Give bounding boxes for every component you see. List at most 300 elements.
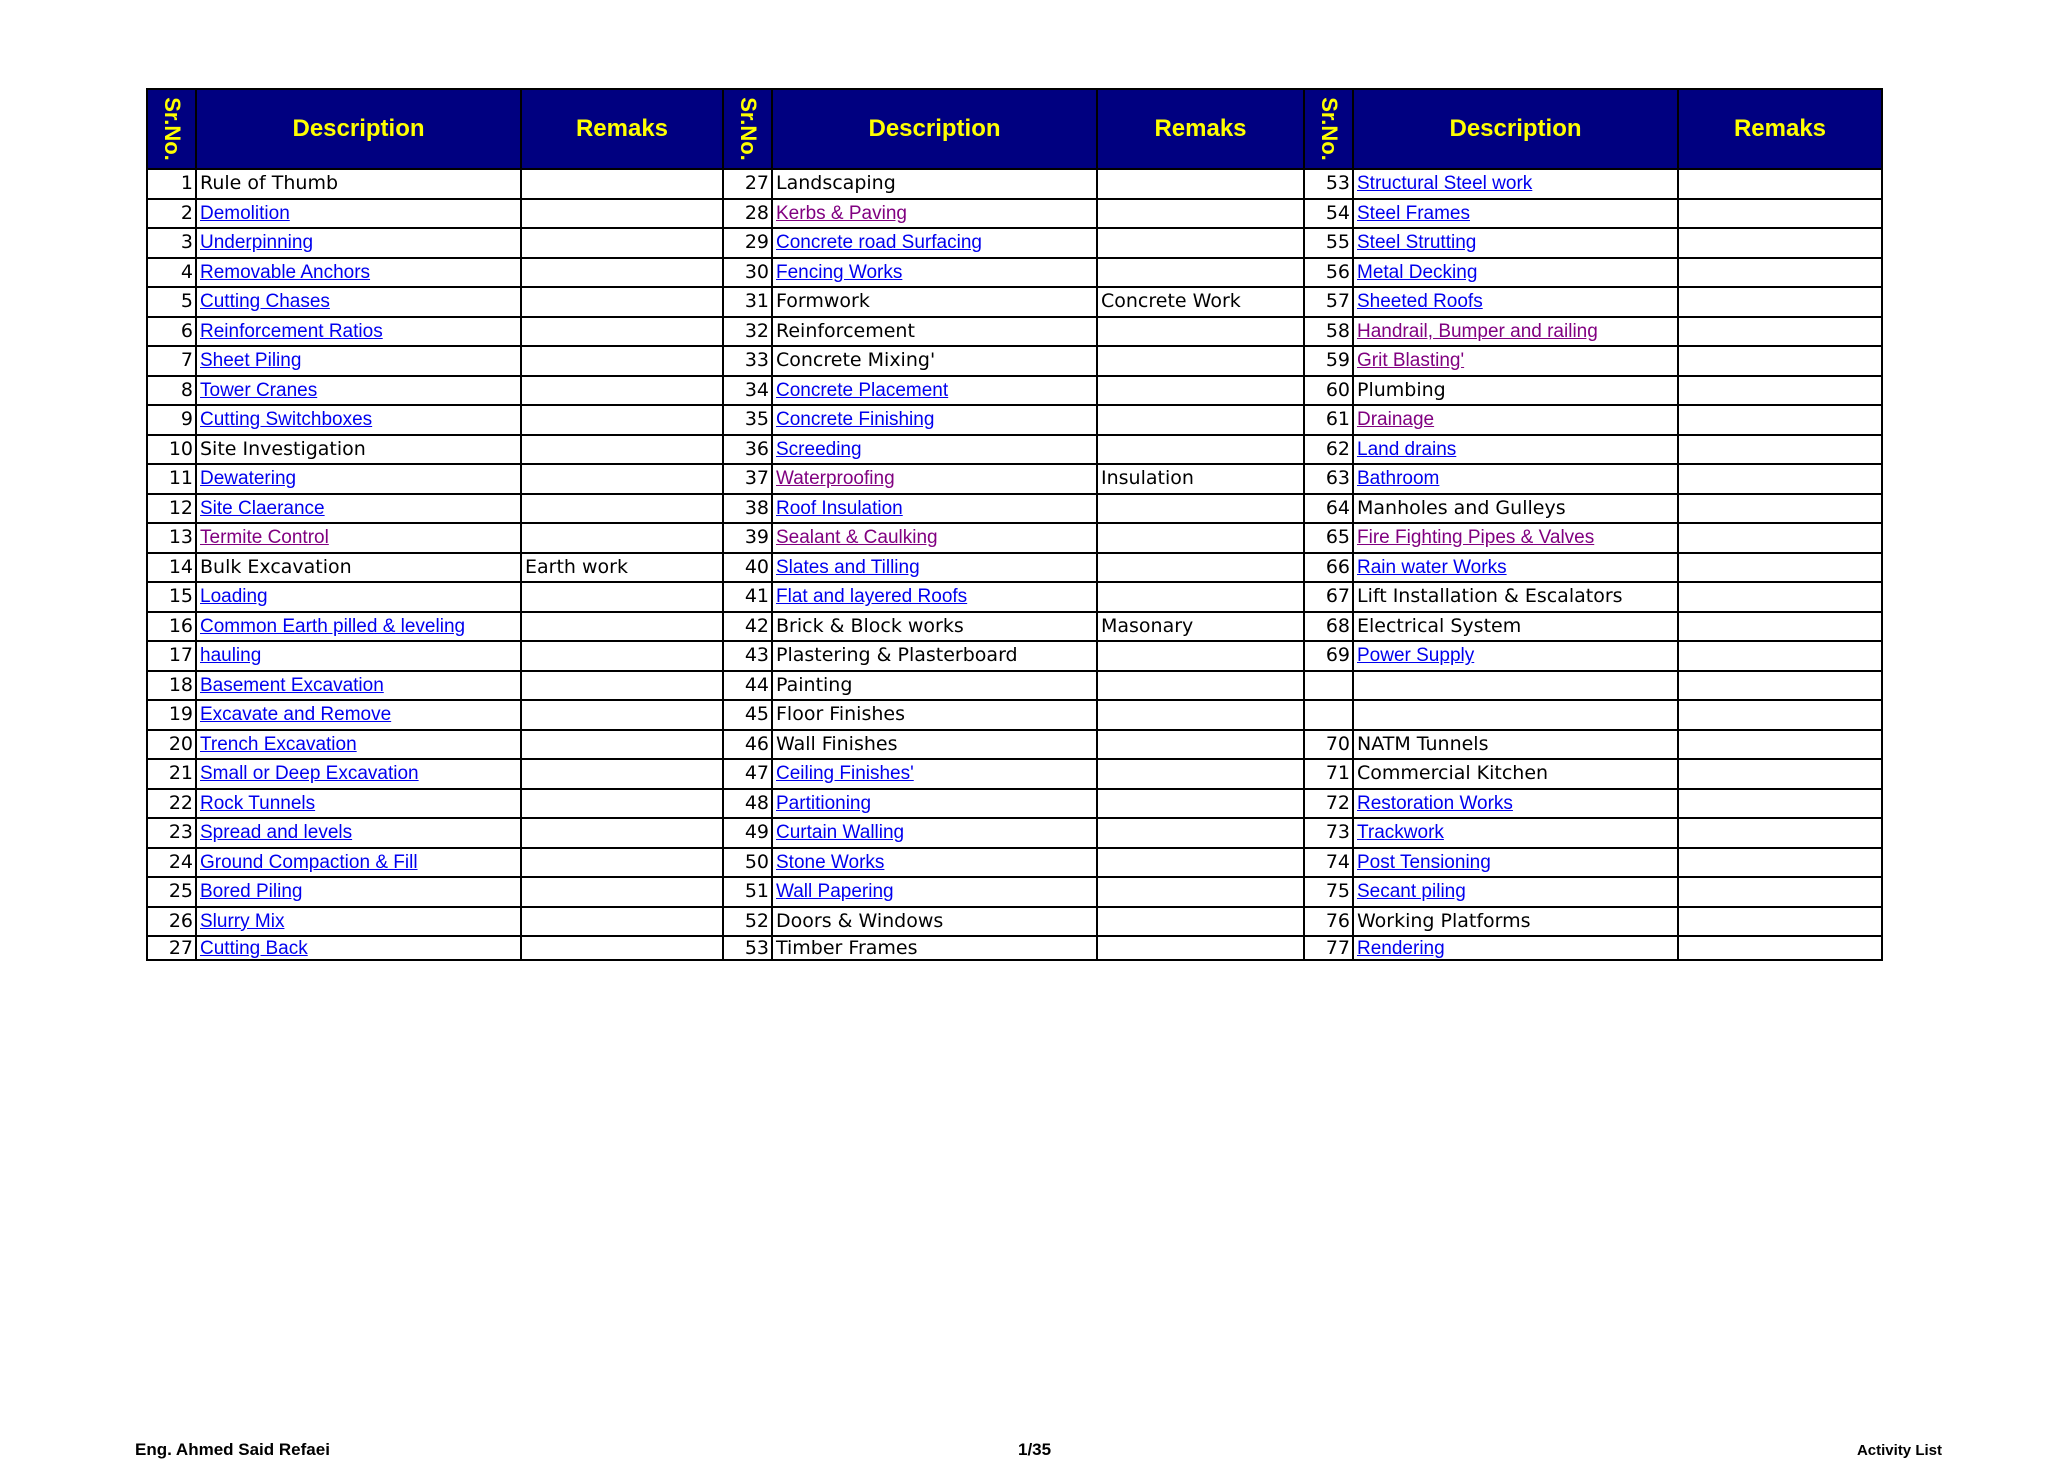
activity-link[interactable]: Steel Frames [1357, 202, 1470, 224]
description-cell [196, 199, 521, 229]
description-cell [772, 641, 1097, 671]
activity-link[interactable]: Drainage [1357, 409, 1435, 431]
description-cell [772, 789, 1097, 819]
serial-number-cell: 34 [723, 376, 772, 406]
srno-header [723, 89, 772, 169]
description-cell [196, 523, 521, 553]
description-cell [1353, 582, 1678, 612]
remarks-cell [1097, 759, 1304, 789]
description-cell [196, 907, 521, 937]
serial-number-cell: 21 [147, 759, 196, 789]
activity-label: Plumbing [1357, 378, 1446, 401]
serial-number-cell: 20 [147, 730, 196, 760]
table-row [147, 199, 1882, 229]
remarks-cell [1678, 287, 1882, 317]
activity-link[interactable]: Secant piling [1357, 881, 1466, 903]
activity-link[interactable]: Loading [200, 586, 268, 608]
table-row [147, 759, 1882, 789]
description-cell [1353, 641, 1678, 671]
remarks-cell [521, 405, 723, 435]
serial-number-cell: 29 [723, 228, 772, 258]
serial-number-cell: 3 [147, 228, 196, 258]
description-cell [772, 169, 1097, 199]
serial-number-cell: 12 [147, 494, 196, 524]
serial-number-cell: 43 [723, 641, 772, 671]
activity-link[interactable]: Sheet Piling [200, 350, 302, 372]
remarks-cell [1678, 936, 1882, 960]
activity-link[interactable]: Sealant & Caulking [776, 527, 938, 549]
serial-number-cell: 53 [723, 936, 772, 960]
description-cell [772, 582, 1097, 612]
description-cell [196, 789, 521, 819]
activity-link[interactable]: Common Earth pilled & leveling [200, 615, 466, 637]
serial-number-cell: 17 [147, 641, 196, 671]
description-cell [196, 936, 521, 960]
remarks-cell [1097, 494, 1304, 524]
remarks-cell [1678, 435, 1882, 465]
remarks-cell: Insulation [1097, 464, 1304, 494]
description-cell [196, 612, 521, 642]
remarks-cell [521, 936, 723, 960]
description-cell [196, 287, 521, 317]
serial-number-cell: 32 [723, 317, 772, 347]
remarks-cell [1678, 848, 1882, 878]
activity-link[interactable]: Fencing Works [776, 261, 903, 283]
table-row [147, 730, 1882, 760]
activity-link[interactable]: Bathroom [1357, 468, 1440, 490]
srno-header [1304, 89, 1353, 169]
description-cell [196, 464, 521, 494]
serial-number-cell: 2 [147, 199, 196, 229]
remarks-cell [1678, 759, 1882, 789]
description-cell [196, 877, 521, 907]
serial-number-cell: 71 [1304, 759, 1353, 789]
remarks-cell [521, 523, 723, 553]
activity-label: Reinforcement [776, 319, 915, 342]
remarks-cell [521, 877, 723, 907]
activity-link[interactable]: Reinforcement Ratios [200, 320, 383, 342]
serial-number-cell: 61 [1304, 405, 1353, 435]
srno-header-label: Sr.No. [1316, 97, 1342, 161]
table-row [147, 287, 1882, 317]
serial-number-cell: 69 [1304, 641, 1353, 671]
serial-number-cell: 44 [723, 671, 772, 701]
serial-number-cell: 52 [723, 907, 772, 937]
table-row [147, 435, 1882, 465]
remarks-cell [1678, 818, 1882, 848]
remarks-cell [1678, 405, 1882, 435]
remarks-cell [1678, 582, 1882, 612]
activity-label: NATM Tunnels [1357, 732, 1489, 755]
table-row [147, 612, 1882, 642]
description-cell [196, 759, 521, 789]
description-cell [1353, 907, 1678, 937]
description-cell [196, 376, 521, 406]
serial-number-cell: 64 [1304, 494, 1353, 524]
remarks-cell [521, 464, 723, 494]
remarks-cell [521, 199, 723, 229]
remarks-cell [1678, 641, 1882, 671]
serial-number-cell: 60 [1304, 376, 1353, 406]
description-cell [772, 700, 1097, 730]
description-cell [1353, 877, 1678, 907]
remarks-cell [1678, 730, 1882, 760]
description-cell [772, 346, 1097, 376]
description-cell [772, 228, 1097, 258]
remarks-cell [521, 376, 723, 406]
serial-number-cell: 15 [147, 582, 196, 612]
remarks-cell [1097, 376, 1304, 406]
description-cell [772, 877, 1097, 907]
description-cell [196, 258, 521, 288]
description-cell [196, 818, 521, 848]
activity-link[interactable]: Demolition [200, 202, 290, 224]
description-cell [196, 848, 521, 878]
activity-link[interactable]: Cutting Switchboxes [200, 409, 373, 431]
serial-number-cell: 26 [147, 907, 196, 937]
activity-link[interactable]: Rain water Works [1357, 556, 1507, 578]
activity-link[interactable]: Structural Steel work [1357, 173, 1533, 195]
activity-link[interactable]: Cutting Chases [200, 291, 330, 313]
remarks-cell [1097, 582, 1304, 612]
description-cell [196, 405, 521, 435]
activity-link[interactable]: Stone Works [776, 851, 885, 873]
activity-link[interactable]: Power Supply [1357, 645, 1475, 667]
serial-number-cell: 8 [147, 376, 196, 406]
remarks-cell [1678, 228, 1882, 258]
description-cell [196, 730, 521, 760]
activity-link[interactable]: Site Claerance [200, 497, 325, 519]
remarks-cell [521, 612, 723, 642]
serial-number-cell: 5 [147, 287, 196, 317]
description-cell [772, 848, 1097, 878]
activity-link[interactable]: Handrail, Bumper and railing [1357, 320, 1598, 342]
serial-number-cell: 67 [1304, 582, 1353, 612]
description-cell [196, 641, 521, 671]
activity-link[interactable]: Spread and levels [200, 822, 353, 844]
remarks-cell [1678, 700, 1882, 730]
activity-link[interactable]: Underpinning [200, 232, 314, 254]
activity-link[interactable]: Steel Strutting [1357, 232, 1477, 254]
activity-link[interactable]: Concrete road Surfacing [776, 232, 982, 254]
serial-number-cell: 51 [723, 877, 772, 907]
activity-link[interactable]: Flat and layered Roofs [776, 586, 968, 608]
serial-number-cell: 62 [1304, 435, 1353, 465]
description-cell [772, 405, 1097, 435]
serial-number-cell: 39 [723, 523, 772, 553]
description-cell [1353, 730, 1678, 760]
activity-link[interactable]: Concrete Placement [776, 379, 949, 401]
remarks-cell [1097, 317, 1304, 347]
remarks-cell [1678, 494, 1882, 524]
serial-number-cell: 6 [147, 317, 196, 347]
description-cell [196, 435, 521, 465]
remarks-cell [1678, 523, 1882, 553]
serial-number-cell: 70 [1304, 730, 1353, 760]
remarks-cell [521, 228, 723, 258]
description-header: Description [772, 89, 1097, 169]
remarks-cell [1097, 199, 1304, 229]
activity-label: Plastering & Plasterboard [776, 644, 1018, 667]
serial-number-cell: 56 [1304, 258, 1353, 288]
serial-number-cell: 63 [1304, 464, 1353, 494]
remarks-cell [1097, 641, 1304, 671]
description-cell [772, 553, 1097, 583]
serial-number-cell: 11 [147, 464, 196, 494]
activity-link[interactable]: Bored Piling [200, 881, 303, 903]
serial-number-cell: 30 [723, 258, 772, 288]
serial-number-cell: 53 [1304, 169, 1353, 199]
serial-number-cell: 16 [147, 612, 196, 642]
description-cell [1353, 464, 1678, 494]
activity-link[interactable]: Rendering [1357, 937, 1445, 959]
description-cell [196, 317, 521, 347]
table-row [147, 376, 1882, 406]
activity-link[interactable]: Trench Excavation [200, 733, 357, 755]
description-cell [196, 582, 521, 612]
remarks-cell [1678, 258, 1882, 288]
serial-number-cell: 48 [723, 789, 772, 819]
remarks-cell [521, 317, 723, 347]
table-row [147, 317, 1882, 347]
description-cell [196, 494, 521, 524]
serial-number-cell: 58 [1304, 317, 1353, 347]
srno-header [147, 89, 196, 169]
serial-number-cell: 24 [147, 848, 196, 878]
serial-number-cell: 49 [723, 818, 772, 848]
activity-link[interactable]: Land drains [1357, 438, 1457, 460]
description-cell [1353, 287, 1678, 317]
activity-label: Concrete Mixing' [776, 349, 936, 372]
activity-link[interactable]: Fire Fighting Pipes & Valves [1357, 527, 1595, 549]
activity-link[interactable]: Sheeted Roofs [1357, 291, 1483, 313]
serial-number-cell: 74 [1304, 848, 1353, 878]
serial-number-cell: 31 [723, 287, 772, 317]
activity-link[interactable]: Screeding [776, 438, 862, 460]
activity-link[interactable]: Post Tensioning [1357, 851, 1491, 873]
table-row [147, 494, 1882, 524]
description-cell [1353, 936, 1678, 960]
remarks-cell [1097, 700, 1304, 730]
activity-link[interactable]: Partitioning [776, 792, 872, 814]
activity-link[interactable]: Basement Excavation [200, 674, 384, 696]
remarks-cell [1097, 818, 1304, 848]
description-cell [1353, 612, 1678, 642]
remarks-cell [521, 730, 723, 760]
remarks-cell [521, 582, 723, 612]
description-cell [1353, 258, 1678, 288]
activity-label: Formwork [776, 290, 870, 313]
footer-author: Eng. Ahmed Said Refaei [135, 1440, 330, 1459]
serial-number-cell: 27 [723, 169, 772, 199]
remarks-cell [1678, 169, 1882, 199]
serial-number-cell: 14 [147, 553, 196, 583]
description-cell [772, 258, 1097, 288]
description-cell [772, 730, 1097, 760]
table-row [147, 700, 1882, 730]
table-row [147, 523, 1882, 553]
table-row [147, 671, 1882, 701]
activity-link[interactable]: Dewatering [200, 468, 297, 490]
table-row [147, 936, 1882, 960]
remarks-cell [1678, 671, 1882, 701]
description-cell [1353, 169, 1678, 199]
serial-number-cell: 77 [1304, 936, 1353, 960]
serial-number-cell: 22 [147, 789, 196, 819]
activity-link[interactable]: Slates and Tilling [776, 556, 920, 578]
remarks-cell [1678, 346, 1882, 376]
serial-number-cell: 47 [723, 759, 772, 789]
description-cell [1353, 759, 1678, 789]
activity-link[interactable]: Rock Tunnels [200, 792, 316, 814]
activity-link[interactable]: Small or Deep Excavation [200, 763, 419, 785]
activity-label: Rule of Thumb [200, 172, 339, 195]
remarks-cell [1097, 405, 1304, 435]
remarks-cell [521, 641, 723, 671]
activity-link[interactable]: Termite Control [200, 527, 329, 549]
serial-number-cell: 59 [1304, 346, 1353, 376]
activity-link[interactable]: Removable Anchors [200, 261, 371, 283]
activity-label: Commercial Kitchen [1357, 762, 1549, 785]
activity-link[interactable]: Restoration Works [1357, 792, 1513, 814]
activity-link[interactable]: Trackwork [1357, 822, 1444, 844]
remarks-cell [1097, 258, 1304, 288]
remarks-cell [1678, 199, 1882, 229]
table-row [147, 789, 1882, 819]
table-row [147, 464, 1882, 494]
activity-label: Lift Installation & Escalators [1357, 585, 1623, 608]
description-cell [196, 228, 521, 258]
description-cell [772, 612, 1097, 642]
remarks-header: Remaks [1097, 89, 1304, 169]
remarks-cell [521, 848, 723, 878]
remarks-cell [1097, 553, 1304, 583]
remarks-cell [1678, 789, 1882, 819]
remarks-cell [521, 789, 723, 819]
description-header: Description [1353, 89, 1678, 169]
description-cell [772, 464, 1097, 494]
remarks-cell [1097, 346, 1304, 376]
serial-number-cell: 19 [147, 700, 196, 730]
activity-label: Painting [776, 673, 853, 696]
srno-header-label: Sr.No. [159, 97, 185, 161]
description-cell [1353, 435, 1678, 465]
table-row [147, 258, 1882, 288]
activity-link[interactable]: Grit Blasting' [1357, 350, 1465, 372]
table-row [147, 907, 1882, 937]
serial-number-cell [1304, 671, 1353, 701]
serial-number-cell: 18 [147, 671, 196, 701]
description-cell [1353, 376, 1678, 406]
activity-link[interactable]: Waterproofing [776, 468, 895, 490]
activity-label: Landscaping [776, 172, 896, 195]
header-row [147, 89, 1882, 169]
activity-link[interactable]: Ground Compaction & Fill [200, 851, 418, 873]
activity-label: Wall Finishes [776, 732, 898, 755]
activity-link[interactable]: Kerbs & Paving [776, 202, 907, 224]
description-cell [1353, 523, 1678, 553]
remarks-cell [1097, 877, 1304, 907]
remarks-cell [1678, 907, 1882, 937]
remarks-cell: Earth work [521, 553, 723, 583]
description-cell [772, 523, 1097, 553]
serial-number-cell: 35 [723, 405, 772, 435]
remarks-cell [1678, 877, 1882, 907]
description-cell [772, 287, 1097, 317]
serial-number-cell: 33 [723, 346, 772, 376]
activity-link[interactable]: Roof Insulation [776, 497, 903, 519]
remarks-cell [1678, 376, 1882, 406]
description-cell [1353, 494, 1678, 524]
description-cell [196, 169, 521, 199]
description-cell [196, 671, 521, 701]
description-cell [772, 907, 1097, 937]
description-cell [772, 759, 1097, 789]
description-cell [1353, 553, 1678, 583]
serial-number-cell: 65 [1304, 523, 1353, 553]
description-header: Description [196, 89, 521, 169]
description-cell [772, 671, 1097, 701]
activity-link[interactable]: Curtain Walling [776, 822, 905, 844]
remarks-cell [521, 700, 723, 730]
activity-label: Brick & Block works [776, 614, 964, 637]
table-row [147, 553, 1882, 583]
serial-number-cell: 75 [1304, 877, 1353, 907]
activity-link[interactable]: Cutting Back [200, 937, 308, 959]
serial-number-cell: 46 [723, 730, 772, 760]
activity-link[interactable]: Metal Decking [1357, 261, 1478, 283]
remarks-header: Remaks [521, 89, 723, 169]
description-cell [772, 936, 1097, 960]
activity-label: Floor Finishes [776, 703, 905, 726]
serial-number-cell: 73 [1304, 818, 1353, 848]
srno-header-label: Sr.No. [735, 97, 761, 161]
serial-number-cell: 55 [1304, 228, 1353, 258]
activity-link[interactable]: Excavate and Remove [200, 704, 392, 726]
serial-number-cell: 66 [1304, 553, 1353, 583]
table-row [147, 641, 1882, 671]
remarks-cell [1678, 464, 1882, 494]
serial-number-cell: 23 [147, 818, 196, 848]
serial-number-cell: 40 [723, 553, 772, 583]
remarks-cell [1097, 848, 1304, 878]
activity-label: Site Investigation [200, 437, 366, 460]
remarks-cell [521, 258, 723, 288]
description-cell [1353, 671, 1678, 701]
description-cell [196, 553, 521, 583]
table-row [147, 346, 1882, 376]
remarks-cell [1097, 671, 1304, 701]
activity-link[interactable]: Concrete Finishing [776, 409, 935, 431]
activity-link[interactable]: Wall Papering [776, 881, 894, 903]
serial-number-cell: 4 [147, 258, 196, 288]
description-cell [1353, 228, 1678, 258]
remarks-cell [521, 494, 723, 524]
activity-link[interactable]: hauling [200, 645, 262, 667]
activity-link[interactable]: Tower Cranes [200, 379, 318, 401]
remarks-cell: Concrete Work [1097, 287, 1304, 317]
remarks-cell [521, 169, 723, 199]
activity-link[interactable]: Ceiling Finishes' [776, 763, 914, 785]
remarks-cell [521, 907, 723, 937]
activity-label: Timber Frames [776, 937, 918, 959]
remarks-cell [521, 759, 723, 789]
remarks-cell [1678, 553, 1882, 583]
activity-label: Working Platforms [1357, 909, 1531, 932]
description-cell [196, 700, 521, 730]
serial-number-cell: 1 [147, 169, 196, 199]
activity-link[interactable]: Slurry Mix [200, 910, 285, 932]
